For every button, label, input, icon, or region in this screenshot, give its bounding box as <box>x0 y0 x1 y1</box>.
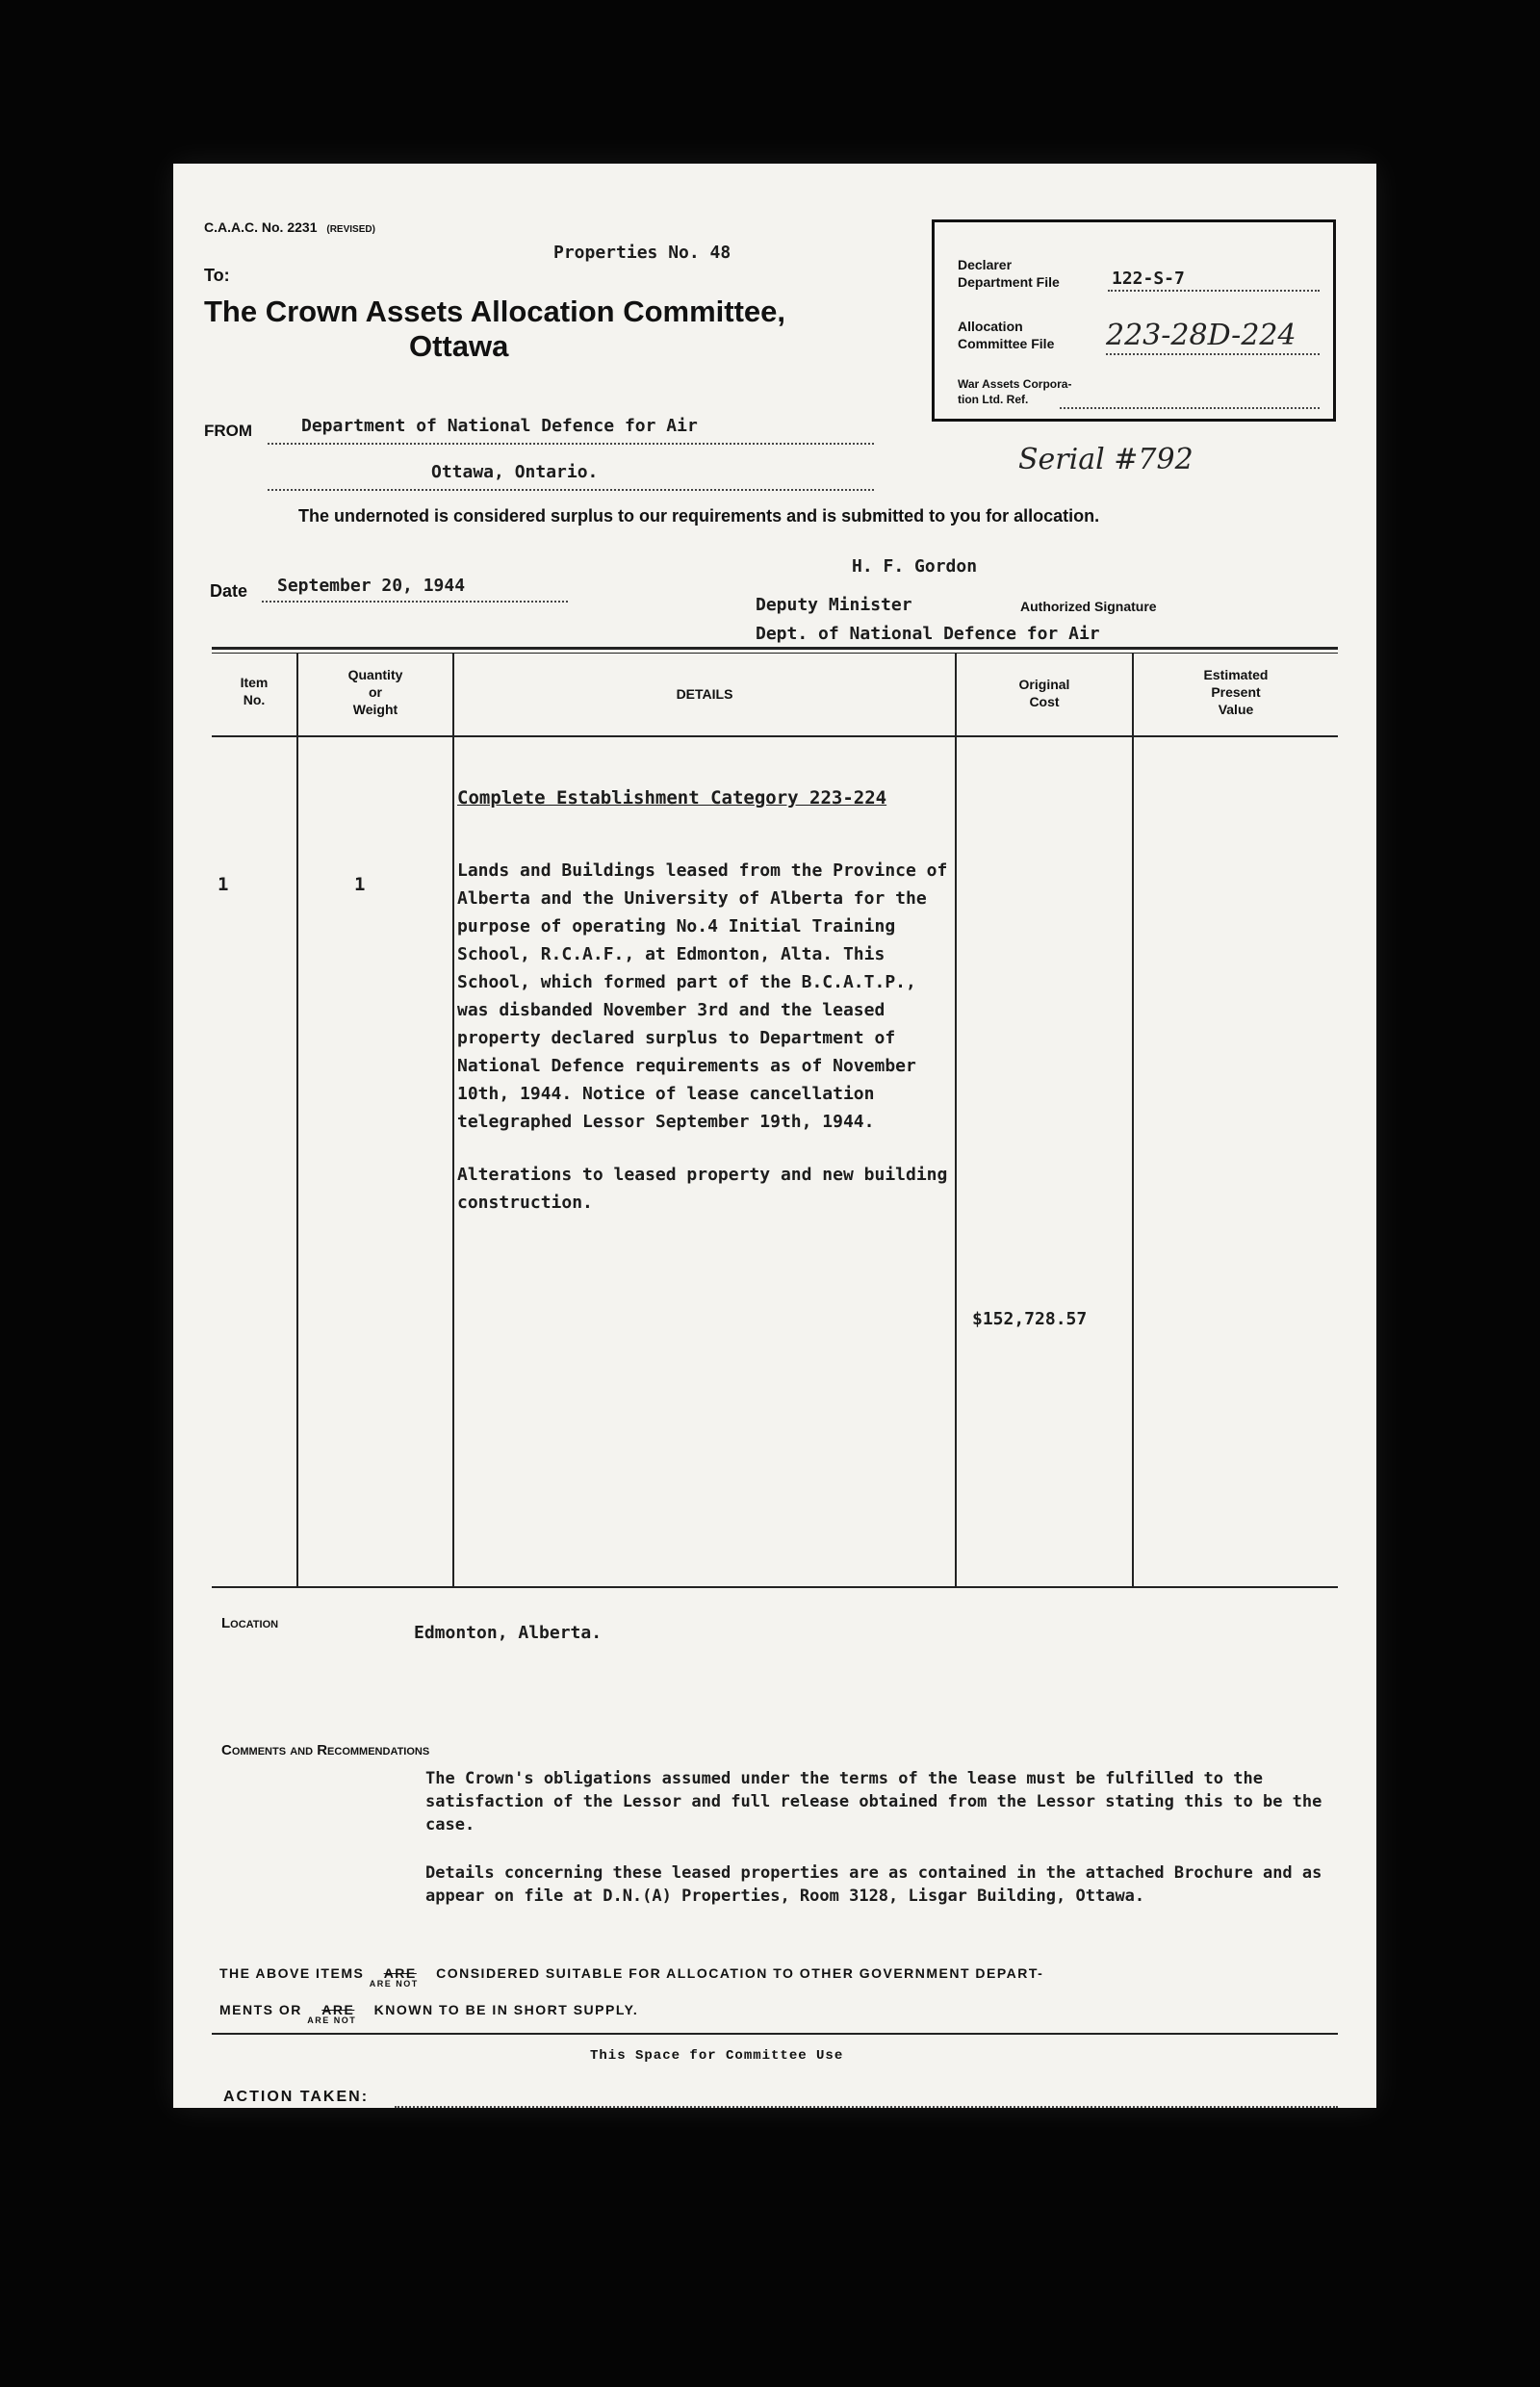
table-bottom-rule <box>212 1586 1338 1588</box>
category-heading: Complete Establishment Category 223-224 <box>457 787 887 808</box>
header-details: DETAILS <box>676 686 733 702</box>
from-field[interactable]: Department of National Defence for Air <box>268 416 874 445</box>
date-field[interactable]: September 20, 1944 <box>262 576 568 603</box>
committee-title-city: Ottawa <box>409 329 509 363</box>
item-details <box>457 857 958 1242</box>
war-assets-label: War Assets Corpora- <box>958 377 1072 391</box>
table-col-divider <box>452 653 454 1586</box>
allocation-label: Allocation <box>958 319 1023 334</box>
committee-file-field[interactable]: 223-28D-224 <box>1106 319 1320 355</box>
properties-number: Properties No. 48 <box>553 243 732 263</box>
committee-space-label: This Space for Committee Use <box>590 2048 844 2064</box>
to-label: To: <box>204 266 230 285</box>
dept-file-field[interactable]: 122-S-7 <box>1108 269 1320 292</box>
item-quantity: 1 <box>354 874 366 895</box>
war-assets-ref-label: tion Ltd. Ref. <box>958 393 1029 406</box>
signer-dept: Dept. of National Defence for Air <box>756 624 1100 644</box>
table-header-rule <box>212 735 1338 737</box>
committee-rule <box>212 2033 1338 2035</box>
authorized-signature-label: Authorized Signature <box>1020 599 1157 614</box>
header-estimated-value: Estimated Present Value <box>1203 667 1269 717</box>
surplus-statement: The undernoted is considered surplus to our requirements and is submitted to you for allocation. <box>298 506 1100 526</box>
form-number: C.A.A.C. No. 2231 (REVISED) <box>204 219 375 235</box>
header-quantity: Quantity or Weight <box>347 667 403 717</box>
action-taken-label: ACTION TAKEN: <box>223 2089 370 2105</box>
table-col-divider <box>296 653 298 1586</box>
location-value: Edmonton, Alberta. <box>414 1623 603 1643</box>
committee-title: The Crown Assets Allocation Committee, <box>204 295 786 328</box>
from-field-2[interactable]: Ottawa, Ontario. <box>268 462 874 491</box>
table-top-rule <box>212 647 1338 650</box>
action-taken-field[interactable] <box>395 2104 1338 2108</box>
committee-file-label: Committee File <box>958 336 1055 351</box>
comments-paragraph-1: The Crown's obligations assumed under the terms of the lease must be fulfilled to the satisfaction of the Lessor and full release obtained from the Lessor stating this to be the case. <box>425 1769 1322 1835</box>
date-label: Date <box>210 581 248 601</box>
from-label: FROM <box>204 422 253 440</box>
comments-paragraph-2: Details concerning these leased properties are as contained in the attached Brochure and as appear on file at D.N.(A) Properties, Room 3128, Lisgar Building, Ottawa. <box>425 1863 1322 1906</box>
declarer-label: Declarer <box>958 257 1013 272</box>
signer-title: Deputy Minister <box>756 595 912 615</box>
serial-annotation: Serial #792 <box>1018 443 1194 476</box>
suitability-line-1: THE ABOVE ITEMS ARE ARE NOT CONSIDERED SUITABLE FOR ALLOCATION TO OTHER GOVERNMENT DEPART- <box>219 1965 1044 1989</box>
header-original-cost: Original Cost <box>1018 677 1070 709</box>
location-label: Location <box>221 1615 279 1631</box>
table-col-divider <box>1132 653 1134 1586</box>
comments-label: Comments and Recommendations <box>221 1742 430 1758</box>
header-item: Item No. <box>240 675 269 707</box>
details-paragraph: Alterations to leased property and new building construction. <box>457 1165 948 1213</box>
item-number: 1 <box>218 874 229 895</box>
dept-file-label: Department File <box>958 274 1060 290</box>
original-cost-value: $152,728.57 <box>972 1309 1088 1329</box>
table-top-rule-2 <box>212 653 1338 654</box>
war-assets-field[interactable] <box>1060 394 1320 409</box>
declarer-box <box>932 219 1336 422</box>
signer-name: H. F. Gordon <box>852 556 978 577</box>
suitability-line-2: MENTS OR ARE ARE NOT KNOWN TO BE IN SHORT SUPPLY. <box>219 2002 639 2025</box>
form-document <box>173 164 1376 2108</box>
details-paragraph: Lands and Buildings leased from the Province of Alberta and the University of Alberta for the purpose of operating No.4 Initial Training School, R.C.A.F., at Edmonton, Alta. This School, which formed part of the B.C.A.T.P., was disbanded November 3rd and the leased property declared surplus to Department of National Defence requirements as of November 10th, 1944. Notice of lease cancellation telegraphed Lessor September 19th, 1944. <box>457 860 948 1132</box>
